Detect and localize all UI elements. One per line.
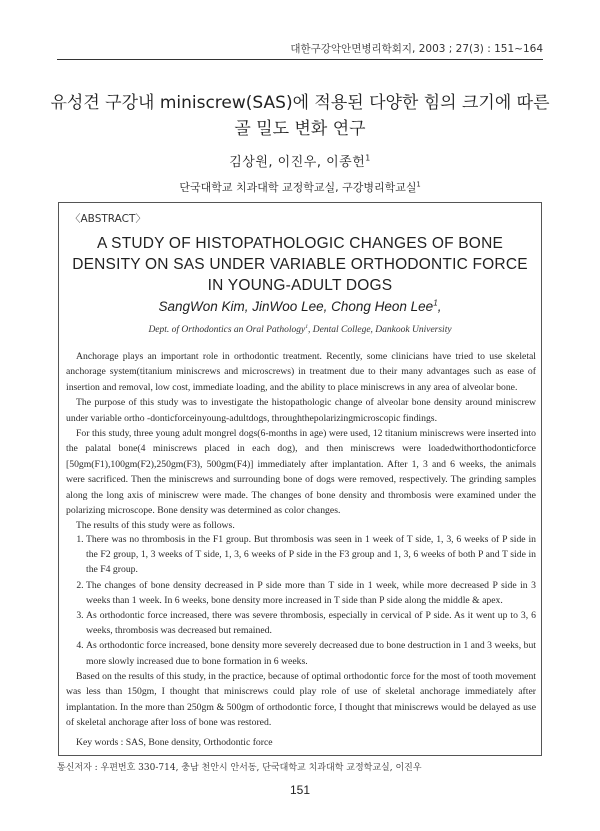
korean-affiliation-sup: 1: [416, 180, 421, 189]
abstract-paragraph: Anchorage plays an important role in orthodontic treatment. Recently, some clinicians have tried to use skeletal anchorage system(titanium miniscrews and microscrews) in treatment due to their many advantages such as ease of insertion and removal, low cost, immediate loading, and the ability to place miniscrews in any area of alveolar bone.: [66, 351, 536, 393]
results-intro: The results of this study were as follows.: [76, 520, 235, 532]
conclusion-paragraph: Based on the results of this study, in the practice, because of optimal orthodontic force for the most of tooth movement was less than 150gm, I thought that miniscrews could play role of use of skeletal anchorage immediately after implantation. In the more than 250gm & 500gm of orthodontic force, I thought that miniscrews would be delayed as use of skeletal anchorage after loss of bone was restored.: [66, 671, 536, 729]
header-divider: [57, 59, 543, 60]
english-author-sup: 1: [433, 298, 438, 308]
english-title-line-3: IN YOUNG-ADULT DOGS: [207, 277, 393, 294]
english-affiliation: [0, 325, 600, 335]
results-list: [66, 532, 536, 669]
conclusion-block: [66, 669, 536, 731]
result-item: 3. As orthodontic force increased, there was severe thrombosis, especially in cervical of P side. As it went up to 3, 6 weeks, thrombosis was decreased but remained.: [86, 608, 536, 638]
keywords: Key words : SAS, Bone density, Orthodontic force: [76, 737, 273, 748]
korean-author-sup: 1: [365, 153, 371, 163]
result-item: 4. As orthodontic force increased, bone density more severely decreased due to bone destruction in 1 and 3 weeks, but more slowly increased due to bone formation in 6 weeks.: [86, 638, 536, 668]
korean-affiliation: [0, 179, 600, 195]
abstract-paragraph: The purpose of this study was to investigate the histopathologic change of alveolar bone density around miniscrew under variable ortho -donticforceinyoung-adultdogs, throughthepolarizingmicroscopic findings.: [66, 397, 536, 424]
korean-affiliation-text: 단국대학교 치과대학 교정학교실, 구강병리학교실: [179, 181, 417, 194]
korean-title-line-2: 골 밀도 변화 연구: [234, 119, 366, 139]
korean-title: [40, 90, 560, 142]
english-authors: [0, 299, 600, 314]
english-title-line-2: DENSITY ON SAS UNDER VARIABLE ORTHODONTIC FORCE: [72, 256, 528, 273]
english-author-tail: ,: [437, 299, 442, 314]
abstract-body: [66, 349, 536, 534]
korean-title-line-1: 유성견 구강내 miniscrew(SAS)에 적용된 다양한 힘의 크기에 따른: [50, 93, 550, 113]
abstract-paragraph: For this study, three young adult mongrel dogs(6-months in age) were used, 12 titanium miniscrews were inserted into the palatal bone(4 miniscrews placed in each dog), and then miniscrews were loadedwithorthodonticforce [50gm(F1),100gm(F2),250gm(F3), 500gm(F4)] immediately after implantation. After 1, 3 and 6 weeks, the animals were sacrificed. Then the miniscrews and surrounding bone of dogs were removed, respectively. The grinding samples along the long axis of miniscrew were made. The changes of bone density and thrombosis were examined under the polarizing microscope. Bone density was determined as color changes.: [66, 428, 536, 517]
result-item: 1. There was no thrombosis in the F1 group. But thrombosis was seen in 1 week of T side, 1, 3, 6 weeks of P side in the F2 group, 1, 3 weeks of T side, 1, 3, 6 weeks of P side in the F3 group and 1, 3, 6 weeks of both P and T side in the F4 group.: [86, 532, 536, 578]
result-item: 2. The changes of bone density decreased in P side more than T side in 1 week, while more decreased P side in 3 weeks than 1 week. In 6 weeks, bone density more increased in T side than P side along the middle & apex.: [86, 578, 536, 608]
abstract-label: 〈ABSTRACT〉: [70, 213, 146, 225]
english-title-line-1: A STUDY OF HISTOPATHOLOGIC CHANGES OF BONE: [96, 235, 503, 252]
korean-authors: [0, 151, 600, 170]
korean-author-names: 김상원, 이진우, 이종헌: [229, 155, 366, 170]
english-affiliation-a: Dept. of Orthodontics an Oral Pathology: [148, 325, 306, 335]
correspondence: 통신저자 : 우편번호 330-714, 충남 천안시 안서동, 단국대학교 치과대학 교정학교실, 이진우: [57, 763, 422, 773]
english-affiliation-sup: 1: [305, 323, 309, 330]
english-title: [60, 233, 540, 296]
journal-header: 대한구강악안면병리학회지, 2003 ; 27(3) : 151~164: [290, 43, 543, 55]
english-affiliation-b: , Dental College, Dankook University: [308, 325, 452, 335]
page-number: 151: [289, 783, 311, 797]
english-author-names: SangWon Kim, JinWoo Lee, Chong Heon Lee: [158, 299, 434, 314]
